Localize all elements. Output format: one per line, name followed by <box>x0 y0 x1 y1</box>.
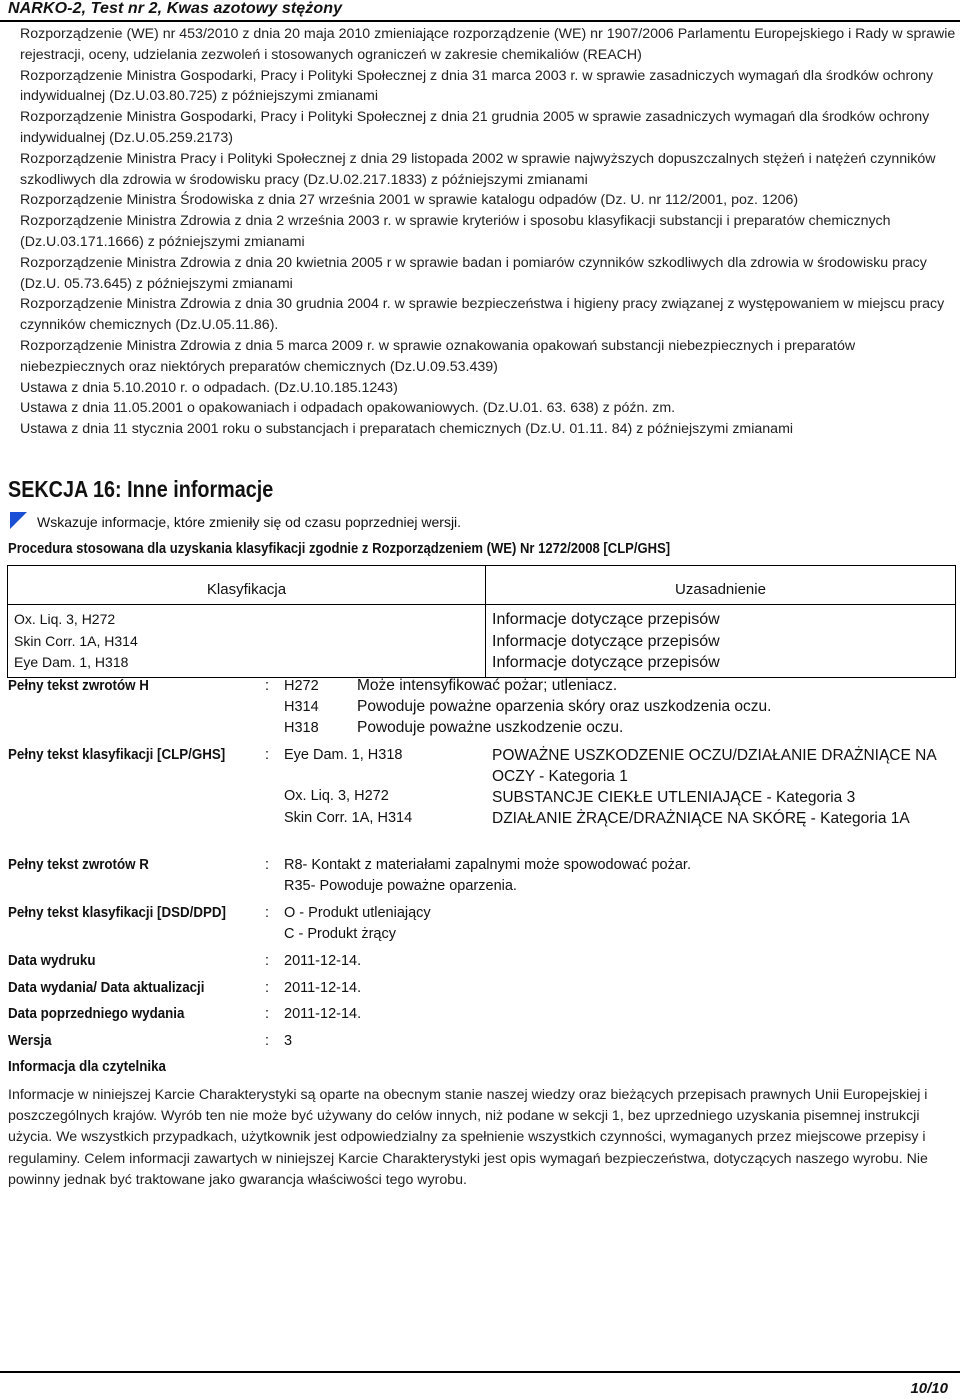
regulation-item: Ustawa z dnia 11 stycznia 2001 roku o substancjach i preparatach chemicznych (Dz.U. 01.11. 84) z późniejszymi zmianami <box>20 421 794 438</box>
regulation-item: Rozporządzenie Ministra Zdrowia z dnia 5 marca 2009 r. w sprawie oznakowania opakowań substancji niebezpiecznych i preparatów niebezpiecznych oraz niektórych preparatów chemicznych (Dz.U.09.53.439) <box>20 337 856 375</box>
regulation-item: Rozporządzenie (WE) nr 453/2010 z dnia 20 maja 2010 zmieniające rozporządzenie (WE) nr 1907/2006 Parlamentu Europejskiego i Rady w sprawie rejestracji, oceny, udzielania zezwoleń i stosowanych ograniczeń w zakresie chemikaliów (REACH) <box>20 26 956 63</box>
title-divider <box>0 20 960 22</box>
document-title: NARKO-2, Test nr 2, Kwas azotowy stężony <box>8 0 343 17</box>
h-text: Może intensyfikować pożar; utleniacz. <box>357 677 618 694</box>
procedure-title: Procedura stosowana dla uzyskania klasyfikacji zgodnie z Rozporządzeniem (WE) Nr 1272/2008 [CLP/GHS] <box>8 541 671 557</box>
clp-text: DZIAŁANIE ŻRĄCE/DRAŻNIĄCE NA SKÓRĘ - Kategoria 1A <box>492 810 910 827</box>
previous-date-label: Data poprzedniego wydania <box>8 1006 185 1022</box>
dsd-item: O - Produkt utleniający <box>284 905 431 921</box>
table-row <box>8 605 956 678</box>
h-code: H318 <box>284 720 319 736</box>
column-header-justification: Uzasadnienie <box>486 566 956 605</box>
colon-separator: : <box>265 1006 270 1022</box>
clp-code: Ox. Liq. 3, H272 <box>284 788 389 804</box>
h-text: Powoduje poważne oparzenia skóry oraz uszkodzenia oczu. <box>357 698 772 715</box>
regulation-item: Rozporządzenie Ministra Gospodarki, Pracy i Polityki Społecznej z dnia 31 marca 2003 r. w sprawie zasadniczych wymagań dla środków ochrony indywidualnej (Dz.U.03.80.725) z późniejszymi zmianami <box>20 67 934 105</box>
issue-date-value: 2011-12-14. <box>284 980 362 996</box>
previous-date-value: 2011-12-14. <box>284 1006 362 1022</box>
footer-divider <box>0 1371 960 1373</box>
change-flag-icon <box>10 512 27 529</box>
version-value: 3 <box>284 1033 293 1049</box>
classification-item: Skin Corr. 1A, H314 <box>14 632 138 649</box>
regulation-item: Rozporządzenie Ministra Gospodarki, Pracy i Polityki Społecznej z dnia 21 grudnia 2005 w sprawie zasadniczych wymagań dla środków ochrony indywidualnej (Dz.U.05.259.2173) <box>20 109 930 146</box>
regulation-item: Rozporządzenie Ministra Środowiska z dnia 27 września 2001 w sprawie katalogu odpadów (Dz. U. nr 112/2001, poz. 1206) <box>20 192 799 209</box>
r-phrase: R8- Kontakt z materiałami zapalnymi może spowodować pożar. <box>284 857 691 873</box>
r-phrase: R35- Powoduje poważne oparzenia. <box>284 878 517 894</box>
clp-classification-label: Pełny tekst klasyfikacji [CLP/GHS] <box>8 747 226 763</box>
colon-separator: : <box>265 980 270 996</box>
dsd-item: C - Produkt żrący <box>284 926 396 942</box>
regulation-item: Rozporządzenie Ministra Zdrowia z dnia 30 grudnia 2004 r. w sprawie bezpieczeństwa i higieny pracy związanej z występowaniem w miejscu pracy czynników chemicznych (Dz.U.05.11.86). <box>20 296 945 334</box>
colon-separator: : <box>265 905 270 921</box>
h-code: H314 <box>284 699 319 715</box>
regulations-list <box>20 24 956 440</box>
justification-item: Informacje dotyczące przepisów <box>492 611 720 628</box>
issue-date-label: Data wydania/ Data aktualizacji <box>8 980 205 996</box>
classification-item: Eye Dam. 1, H318 <box>14 654 129 670</box>
colon-separator: : <box>265 747 270 763</box>
classification-item: Ox. Liq. 3, H272 <box>14 611 116 627</box>
clp-text: SUBSTANCJE CIEKŁE UTLENIAJĄCE - Kategoria 3 <box>492 789 856 806</box>
classification-table <box>7 565 956 678</box>
legend-text: Wskazuje informacje, które zmieniły się od czasu poprzedniej wersji. <box>37 514 462 530</box>
colon-separator: : <box>265 953 270 969</box>
colon-separator: : <box>265 1033 270 1049</box>
version-label: Wersja <box>8 1033 52 1049</box>
h-phrases-label: Pełny tekst zwrotów H <box>8 678 149 694</box>
regulation-item: Ustawa z dnia 11.05.2001 o opakowaniach i odpadach opakowaniowych. (Dz.U.01. 63. 638) z późn. zm. <box>20 400 676 417</box>
dsd-classification-label: Pełny tekst klasyfikacji [DSD/DPD] <box>8 905 226 921</box>
clp-code: Eye Dam. 1, H318 <box>284 747 403 763</box>
reader-info-label: Informacja dla czytelnika <box>8 1059 166 1075</box>
change-legend <box>10 512 461 530</box>
justification-cell <box>486 605 956 678</box>
page-number: 10/10 <box>910 1380 948 1397</box>
r-phrases-label: Pełny tekst zwrotów R <box>8 857 149 873</box>
clp-text: POWAŻNE USZKODZENIE OCZU/DZIAŁANIE DRAŻNIĄCE NA OCZY - Kategoria 1 <box>492 747 936 785</box>
regulation-item: Ustawa z dnia 5.10.2010 r. o odpadach. (Dz.U.10.185.1243) <box>20 379 398 396</box>
print-date-label: Data wydruku <box>8 953 96 969</box>
section-16-heading: SEKCJA 16: Inne informacje <box>8 476 274 502</box>
classification-cell <box>8 605 486 678</box>
regulation-item: Rozporządzenie Ministra Zdrowia z dnia 20 kwietnia 2005 r w sprawie badan i pomiarów czynników szkodliwych dla zdrowia w środowisku pracy (Dz.U. 05.73.645) z późniejszymi zmianami <box>20 254 927 292</box>
clp-code: Skin Corr. 1A, H314 <box>284 810 413 826</box>
justification-item: Informacje dotyczące przepisów <box>492 632 720 650</box>
h-code: H272 <box>284 678 319 694</box>
regulation-item: Rozporządzenie Ministra Zdrowia z dnia 2 września 2003 r. w sprawie kryteriów i sposobu klasyfikacji substancji i preparatów chemicznych (Dz.U.03.171.1666) z późniejszymi zmianami <box>20 213 891 250</box>
regulation-item: Rozporządzenie Ministra Pracy i Polityki Społecznej z dnia 29 listopada 2002 w sprawie najwyższych dopuszczalnych stężeń i natężeń czynników szkodliwych dla zdrowia w środowisku pracy (Dz.U.02.217.1833) z późniejszymi zmianami <box>20 150 936 188</box>
print-date-value: 2011-12-14. <box>284 953 362 969</box>
colon-separator: : <box>265 857 270 873</box>
h-text: Powoduje poważne uszkodzenie oczu. <box>357 719 624 736</box>
colon-separator: : <box>265 678 270 694</box>
justification-item: Informacje dotyczące przepisów <box>492 654 720 671</box>
reader-info-text: Informacje w niniejszej Karcie Charakterystyki są oparte na obecnym stanie naszej wiedzy oraz bieżących przepisach prawnych Unii Europejskiej i poszczególnych krajów. Wyrób ten nie może być używany do celów innych, niż podane w sekcji 1, bez uprzedniego uzyskania pisemnej instrukcji użycia. We wszystkich przypadkach, użytkownik jest odpowiedzialny za spełnienie wszystkich czynności, wymaganych przez miejscowe przepisy i regulaminy. Celem informacji zawartych w niniejszej Karcie Charakterystyki jest opis wymagań bezpieczeństwa, dotyczących naszego wyrobu. Nie powinny jednak być traktowane jako gwarancja właściwości tego wyrobu. <box>8 1087 928 1188</box>
column-header-classification: Klasyfikacja <box>8 566 486 605</box>
